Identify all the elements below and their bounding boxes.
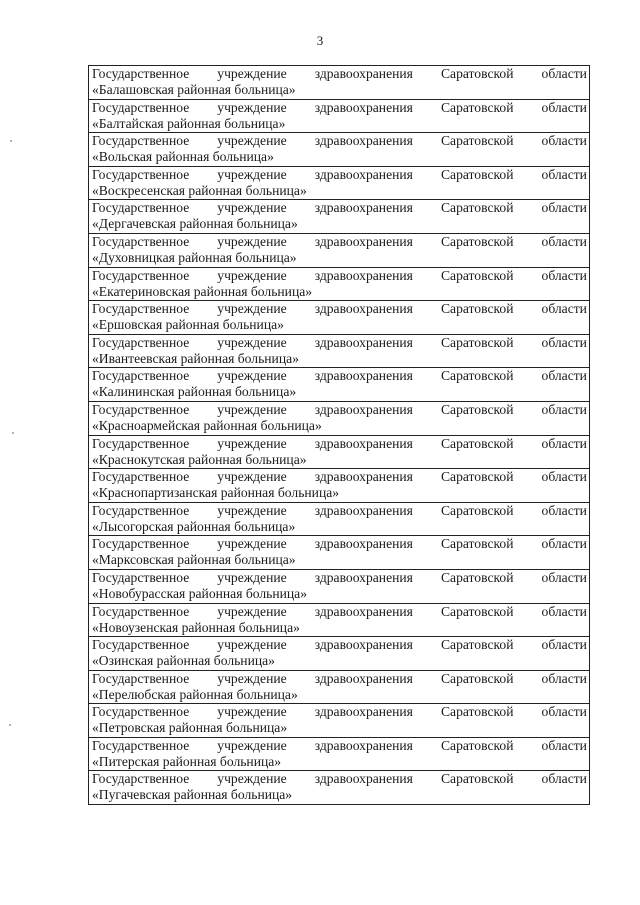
institution-cell: [89, 99, 590, 133]
table-row: [89, 637, 590, 671]
institution-cell: [89, 401, 590, 435]
institution-name: «Марксовская районная больница»: [92, 552, 296, 568]
table-row: [89, 133, 590, 167]
table-row: [89, 536, 590, 570]
institution-cell: [89, 66, 590, 100]
institution-cell: [89, 603, 590, 637]
institution-type-line: Государственное учреждение здравоохранения Саратовской области: [92, 603, 587, 619]
table-row: [89, 771, 590, 805]
institution-type-line: Государственное учреждение здравоохранения Саратовской области: [92, 771, 587, 787]
institution-name: «Новоузенская районная больница»: [92, 619, 300, 635]
institution-cell: [89, 267, 590, 301]
institution-name: «Вольская районная больница»: [92, 149, 274, 165]
table-row: [89, 200, 590, 234]
institution-name: «Ершовская районная больница»: [92, 317, 284, 333]
table-row: [89, 569, 590, 603]
institution-cell: [89, 200, 590, 234]
institution-cell: [89, 670, 590, 704]
institution-type-line: Государственное учреждение здравоохранения Саратовской области: [92, 301, 587, 317]
institution-type-line: Государственное учреждение здравоохранения Саратовской области: [92, 267, 587, 283]
table-row: [89, 435, 590, 469]
institution-type-line: Государственное учреждение здравоохранения Саратовской области: [92, 166, 587, 182]
institution-cell: [89, 133, 590, 167]
table-row: [89, 603, 590, 637]
institution-cell: [89, 166, 590, 200]
institution-type-line: Государственное учреждение здравоохранения Саратовской области: [92, 704, 587, 720]
institution-cell: [89, 469, 590, 503]
table-row: [89, 334, 590, 368]
institution-name: «Воскресенская районная больница»: [92, 182, 307, 198]
table-row: [89, 502, 590, 536]
table-row: [89, 401, 590, 435]
institutions-table: [88, 65, 590, 805]
institution-cell: [89, 301, 590, 335]
institution-type-line: Государственное учреждение здравоохранения Саратовской области: [92, 99, 587, 115]
institution-cell: [89, 637, 590, 671]
scan-speck: [9, 724, 11, 726]
table-row: [89, 670, 590, 704]
institution-name: «Духовницкая районная больница»: [92, 249, 297, 265]
institution-type-line: Государственное учреждение здравоохранения Саратовской области: [92, 637, 587, 653]
institutions-table-body: [89, 66, 590, 805]
table-row: [89, 737, 590, 771]
institution-cell: [89, 569, 590, 603]
institution-name: «Новобурасская районная больница»: [92, 585, 308, 601]
institution-type-line: Государственное учреждение здравоохранения Саратовской области: [92, 233, 587, 249]
institution-name: «Пугачевская районная больница»: [92, 787, 293, 803]
institution-name: «Краснокутская районная больница»: [92, 451, 307, 467]
institution-type-line: Государственное учреждение здравоохранения Саратовской области: [92, 200, 587, 216]
institution-cell: [89, 435, 590, 469]
institution-cell: [89, 233, 590, 267]
institution-type-line: Государственное учреждение здравоохранения Саратовской области: [92, 737, 587, 753]
table-row: [89, 301, 590, 335]
table-row: [89, 233, 590, 267]
institution-name: «Перелюбская районная больница»: [92, 686, 298, 702]
table-row: [89, 267, 590, 301]
institution-cell: [89, 737, 590, 771]
scan-speck: [12, 432, 14, 434]
institution-name: «Петровская районная больница»: [92, 720, 288, 736]
institution-type-line: Государственное учреждение здравоохранения Саратовской области: [92, 133, 587, 149]
institution-name: «Питерская районная больница»: [92, 753, 282, 769]
scan-speck: [10, 140, 12, 142]
table-row: [89, 66, 590, 100]
table-row: [89, 99, 590, 133]
institution-cell: [89, 502, 590, 536]
table-row: [89, 469, 590, 503]
institution-name: «Лысогорская районная больница»: [92, 518, 296, 534]
institution-cell: [89, 771, 590, 805]
institution-name: «Дергачевская районная больница»: [92, 216, 298, 232]
institution-cell: [89, 536, 590, 570]
institution-name: «Ивантеевская районная больница»: [92, 350, 299, 366]
table-row: [89, 166, 590, 200]
institution-name: «Озинская районная больница»: [92, 653, 275, 669]
institution-type-line: Государственное учреждение здравоохранения Саратовской области: [92, 536, 587, 552]
institution-name: «Балашовская районная больница»: [92, 82, 296, 97]
institution-type-line: Государственное учреждение здравоохранения Саратовской области: [92, 334, 587, 350]
institution-type-line: Государственное учреждение здравоохранения Саратовской области: [92, 368, 587, 384]
institution-name: «Красноармейская районная больница»: [92, 417, 322, 433]
page-number: 3: [316, 33, 324, 48]
institution-name: «Калининская районная больница»: [92, 384, 297, 400]
institution-type-line: Государственное учреждение здравоохранения Саратовской области: [92, 435, 587, 451]
institution-name: «Краснопартизанская районная больница»: [92, 485, 340, 501]
table-row: [89, 704, 590, 738]
institution-cell: [89, 368, 590, 402]
institution-name: «Екатериновская районная больница»: [92, 283, 313, 299]
institution-type-line: Государственное учреждение здравоохранения Саратовской области: [92, 66, 587, 81]
institution-name: «Балтайская районная больница»: [92, 115, 286, 131]
institution-type-line: Государственное учреждение здравоохранения Саратовской области: [92, 569, 587, 585]
table-row: [89, 368, 590, 402]
institution-type-line: Государственное учреждение здравоохранения Саратовской области: [92, 670, 587, 686]
institution-type-line: Государственное учреждение здравоохранения Саратовской области: [92, 469, 587, 485]
institution-cell: [89, 704, 590, 738]
institution-type-line: Государственное учреждение здравоохранения Саратовской области: [92, 502, 587, 518]
institution-type-line: Государственное учреждение здравоохранения Саратовской области: [92, 401, 587, 417]
institution-cell: [89, 334, 590, 368]
